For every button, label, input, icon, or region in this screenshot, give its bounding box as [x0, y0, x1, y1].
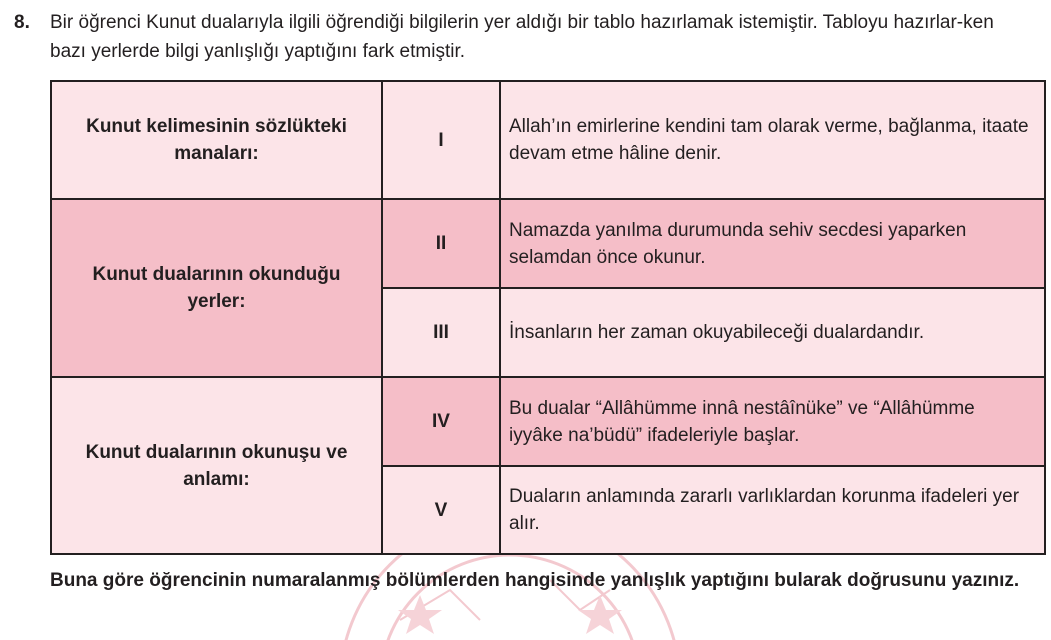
row-label-2: II: [382, 199, 500, 288]
row-text-4: Bu dualar “Allâhümme innâ nestâînüke” ve “Allâhümme iyyâke na’büdü” ifadeleriyle başlar.: [500, 377, 1045, 466]
category-meaning: Kunut kelimesinin sözlükteki manaları:: [51, 81, 382, 199]
row-label-3: III: [382, 288, 500, 377]
question-text: Bir öğrenci Kunut dualarıyla ilgili öğrendiği bilgilerin yer aldığı bir tablo hazırlamak istemiştir. Tabloyu hazırlar-ken bazı yerlerde bilgi yanlışlığı yaptığını fark etmiştir.: [50, 12, 994, 62]
row-label-4: IV: [382, 377, 500, 466]
row-text-3: İnsanların her zaman okuyabileceği dualardandır.: [500, 288, 1045, 377]
row-text-5: Duaların anlamında zararlı varlıklardan korunma ifadeleri yer alır.: [500, 466, 1045, 554]
row-text-2: Namazda yanılma durumunda sehiv secdesi yaparken selamdan önce okunur.: [500, 199, 1045, 288]
question: [14, 8, 1034, 66]
category-recitation: Kunut dualarının okunuşu ve anlamı:: [51, 377, 382, 554]
row-label-5: V: [382, 466, 500, 554]
instruction-text: Buna göre öğrencinin numaralanmış bölümlerden hangisinde yanlışlık yaptığını bularak doğrusunu yazınız.: [50, 570, 1020, 591]
category-places: Kunut dualarının okunduğu yerler:: [51, 199, 382, 377]
question-number: 8.: [14, 12, 30, 33]
kunut-table: [50, 80, 1046, 555]
row-text-1: Allah’ın emirlerine kendini tam olarak verme, bağlanma, itaate devam etme hâline denir.: [500, 81, 1045, 199]
row-label-1: I: [382, 81, 500, 199]
